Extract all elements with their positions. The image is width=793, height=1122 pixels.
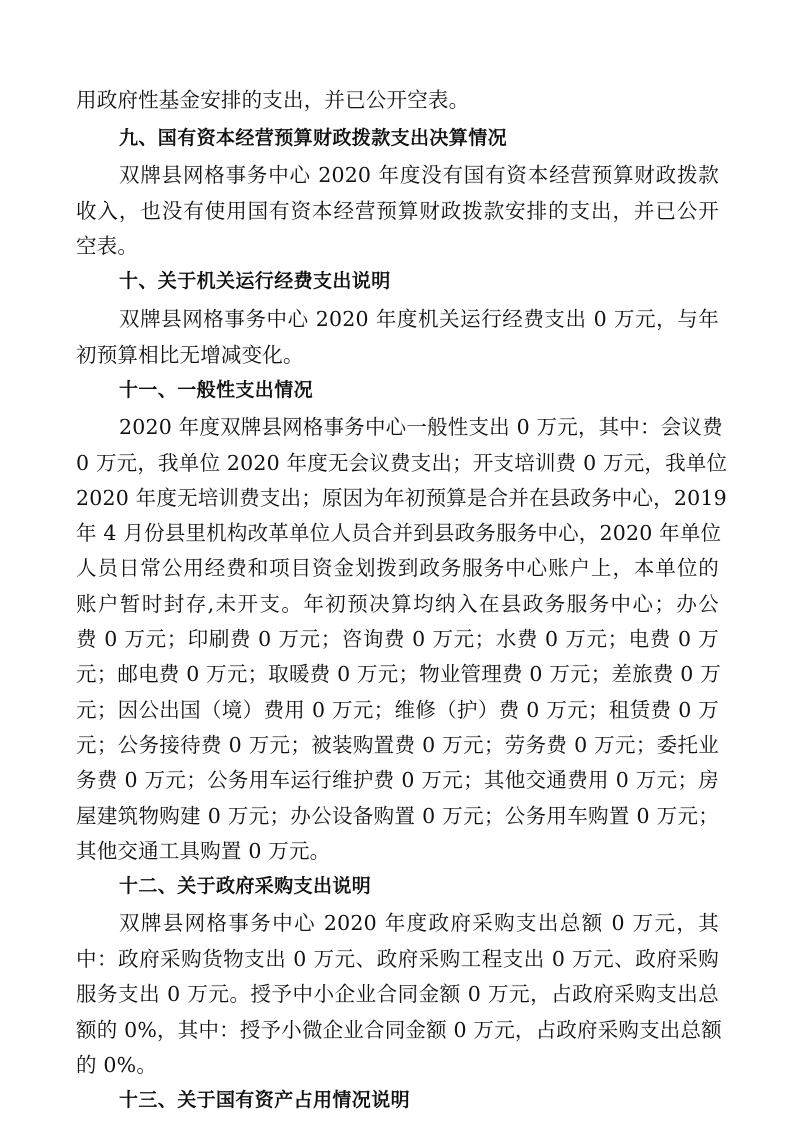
text-line-3: 双牌县网格事务中心 2020 年度没有国有资本经营预算财政拨款 [119, 163, 719, 187]
text-line-17: 元；邮电费 0 万元；取暖费 0 万元；物业管理费 0 万元；差旅费 0 万 [76, 662, 721, 686]
text-line-26: 服务支出 0 万元。授予中小企业合同金额 0 万元，占政府采购支出总 [76, 982, 719, 1006]
text-line-21: 屋建筑物购建 0 万元；办公设备购置 0 万元；公务用车购置 0 万元； [76, 804, 719, 828]
text-line-12: 2020 年度无培训费支出；原因为年初预算是合并在县政务中心，2019 [76, 486, 727, 510]
text-line-5: 空表。 [76, 234, 139, 258]
text-line-13: 年 4 月份县里机构改革单位人员合并到县政务服务中心，2020 年单位 [76, 521, 722, 545]
text-line-20: 务费 0 万元；公务用车运行维护费 0 万元；其他交通费用 0 万元；房 [76, 768, 719, 792]
text-line-18: 元；因公出国（境）费用 0 万元；维修（护）费 0 万元；租赁费 0 万 [76, 698, 719, 722]
text-line-16: 费 0 万元；印刷费 0 万元；咨询费 0 万元；水费 0 万元；电费 0 万 [76, 627, 719, 651]
text-line-14: 人员日常公用经费和项目资金划拨到政务服务中心账户上，本单位的 [76, 556, 719, 580]
text-line-7: 双牌县网格事务中心 2020 年度机关运行经费支出 0 万元，与年 [119, 307, 719, 331]
section-heading-13: 十三、关于国有资产占用情况说明 [119, 1089, 411, 1111]
text-line-15: 账户暂时封存,未开支。年初预决算均纳入在县政务服务中心；办公 [76, 592, 719, 616]
text-line-11: 0 万元，我单位 2020 年度无会议费支出；开支培训费 0 万元，我单位 [76, 451, 728, 475]
text-line-19: 元；公务接待费 0 万元；被装购置费 0 万元；劳务费 0 万元；委托业 [76, 733, 719, 757]
text-line-1: 用政府性基金安排的支出，并已公开空表。 [76, 88, 470, 112]
section-heading-11: 十一、一般性支出情况 [119, 379, 314, 401]
text-line-8: 初预算相比无增减变化。 [76, 343, 304, 367]
text-line-24: 双牌县网格事务中心 2020 年度政府采购支出总额 0 万元，其 [119, 911, 719, 935]
section-heading-9: 九、国有资本经营预算财政拨款支出决算情况 [119, 127, 508, 149]
text-line-27: 额的 0%，其中：授予小微企业合同金额 0 万元，占政府采购支出总额 [76, 1018, 722, 1042]
section-heading-12: 十二、关于政府采购支出说明 [119, 875, 372, 897]
text-line-25: 中：政府采购货物支出 0 万元、政府采购工程支出 0 万元、政府采购 [76, 947, 719, 971]
section-heading-10: 十、关于机关运行经费支出说明 [119, 270, 391, 292]
text-line-10: 2020 年度双牌县网格事务中心一般性支出 0 万元，其中：会议费 [119, 415, 723, 439]
text-line-4: 收入，也没有使用国有资本经营预算财政拨款安排的支出，并已公开 [76, 199, 719, 223]
text-line-22: 其他交通工具购置 0 万元。 [76, 839, 331, 863]
text-line-28: 的 0%。 [76, 1053, 158, 1077]
